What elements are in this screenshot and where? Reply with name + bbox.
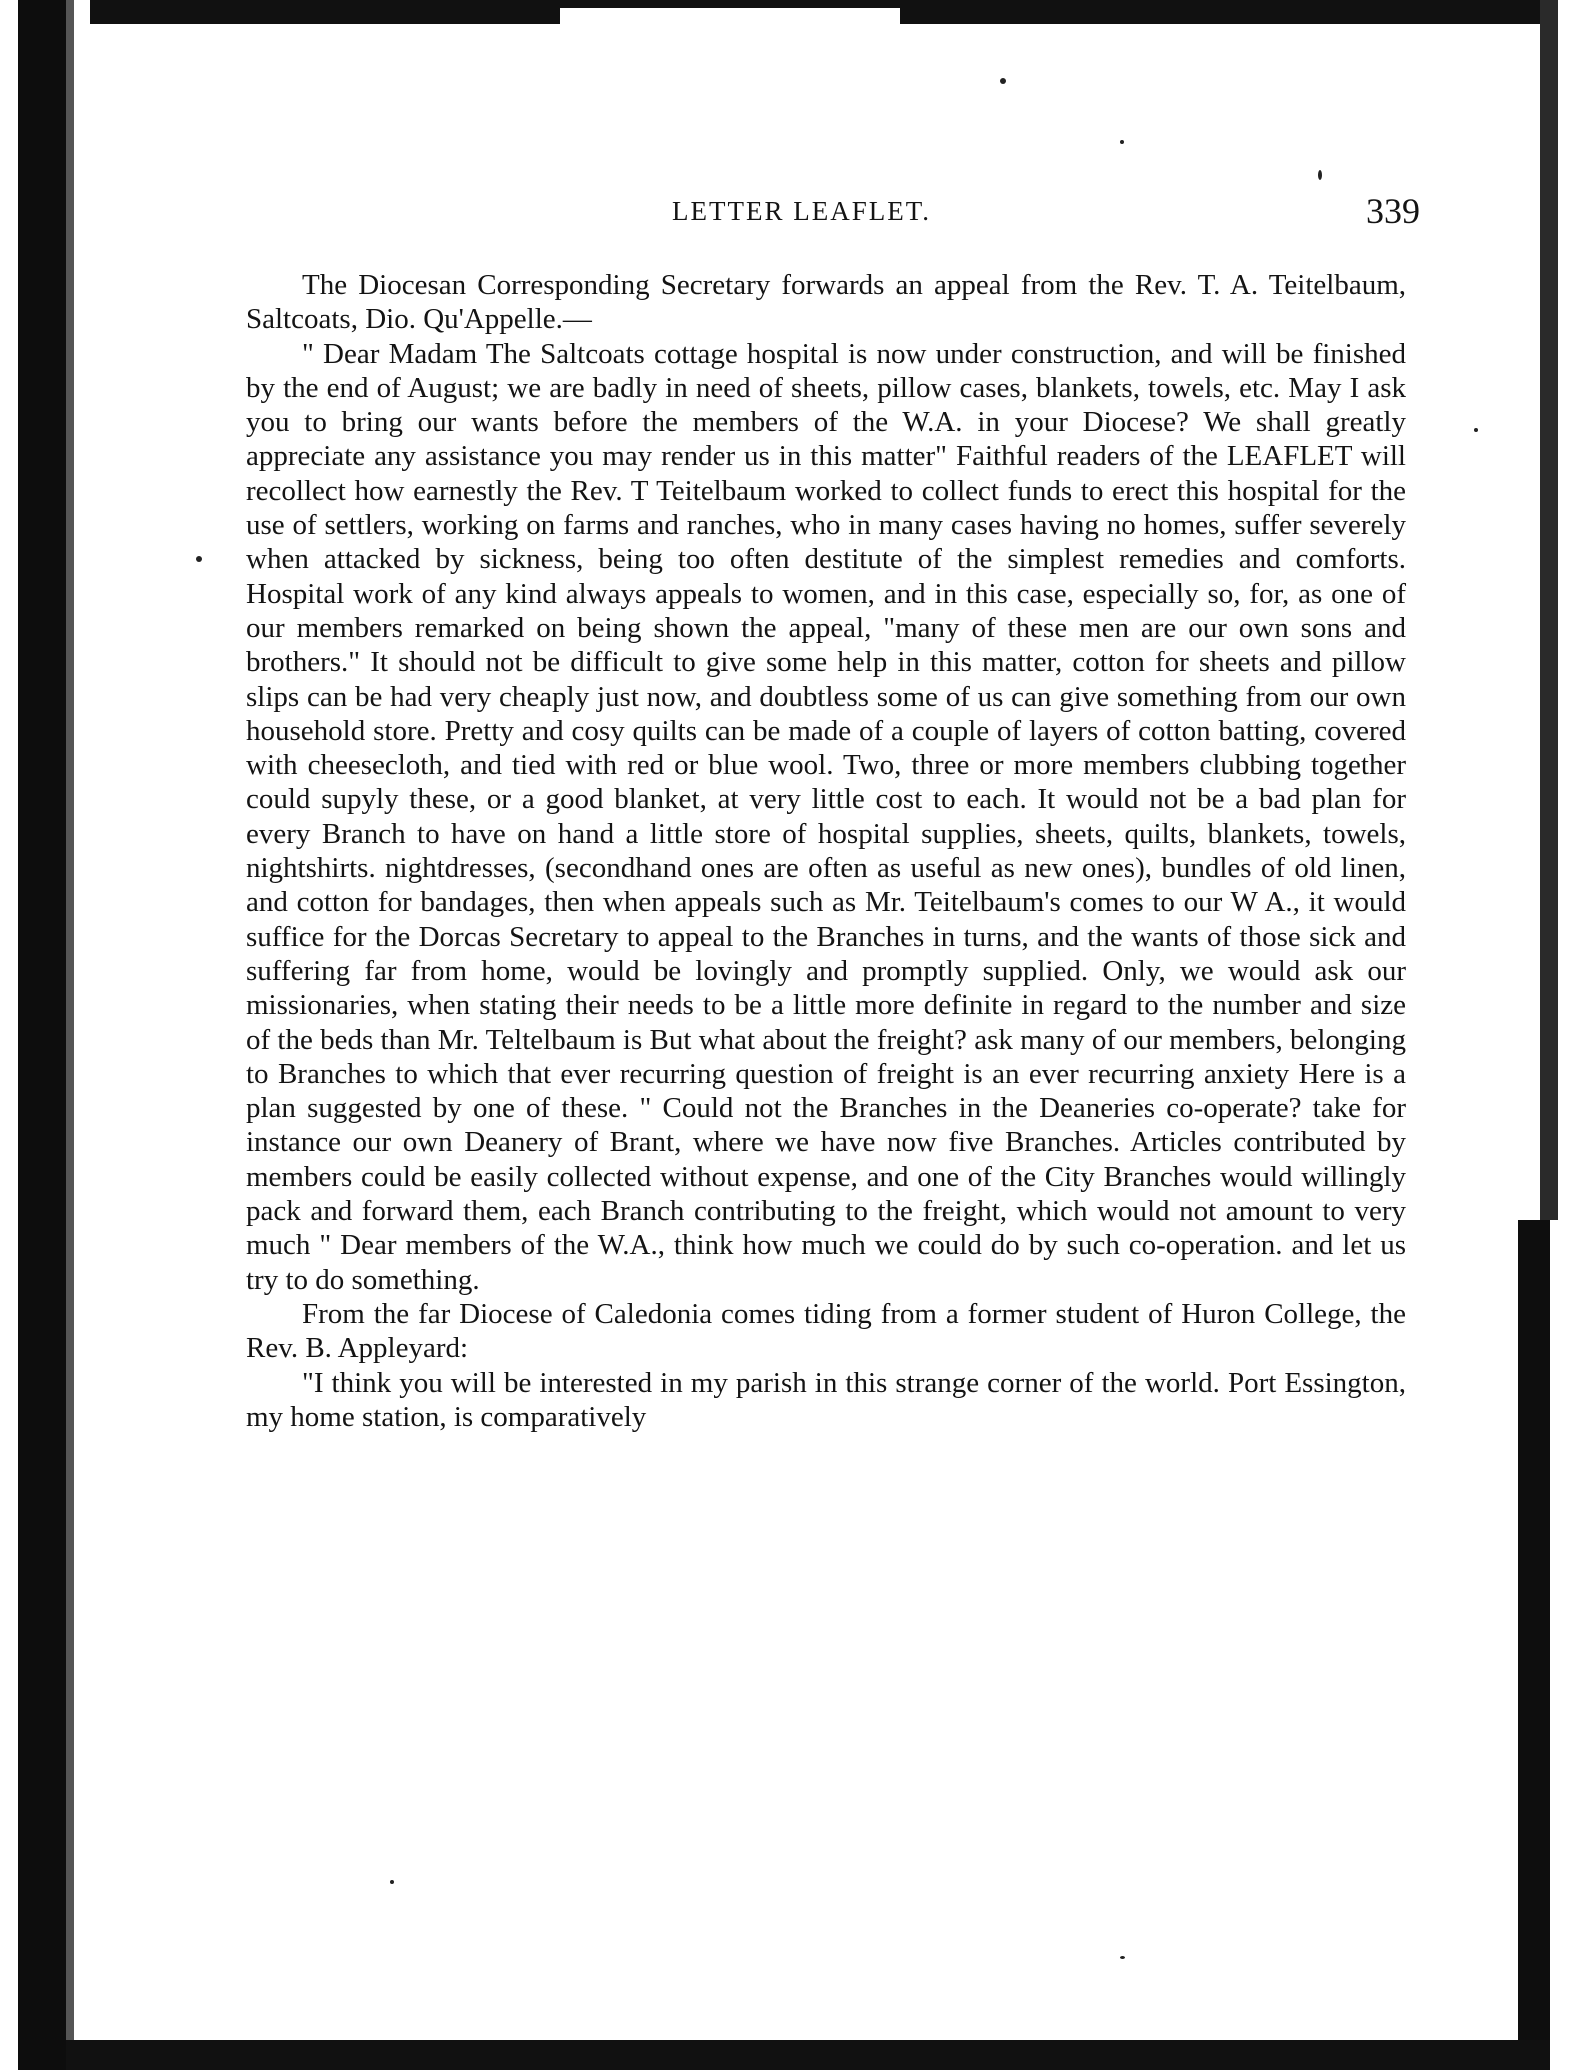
- scan-speck: [390, 1880, 394, 1884]
- scan-border-left-shadow: [66, 0, 74, 2070]
- page-number: 339: [1366, 191, 1420, 231]
- scan-border-left: [18, 0, 66, 2070]
- scan-speck: [196, 556, 202, 562]
- scan-border-right-upper: [1540, 0, 1558, 1220]
- scan-speck: [1000, 78, 1006, 84]
- scan-speck: [1120, 1956, 1125, 1959]
- page-header: [236, 190, 1420, 240]
- scan-border-bottom: [66, 2040, 1550, 2070]
- paragraph-appeal-letter: " Dear Madam The Saltcoats cottage hospital is now under construction, and will be finished by the end of August; we are badly in need of sheets, pillow cases, blankets, towels, etc. May I ask you to bring our wants before the members of the W.A. in your Diocese? We shall greatly appreciate any assistance you may render us in this matter" Faithful readers of the LEAFLET will recollect how earnestly the Rev. T Teitelbaum worked to collect funds to erect this hospital for the use of settlers, working on farms and ranches, who in many cases having no homes, suffer severely when attacked by sickness, being too often destitute of the simplest remedies and comforts. Hospital work of any kind always appeals to women, and in this case, especially so, for, as one of our members remarked on being shown the appeal, "many of these men are our own sons and brothers." It should not be difficult to give some help in this matter, cotton for sheets and pillow slips can be had very cheaply just now, and doubtless some of us can give something from our own household store. Pretty and cosy quilts can be made of a couple of layers of cotton batting, covered with cheesecloth, and tied with red or blue wool. Two, three or more members clubbing together could supyly these, or a good blanket, at very little cost to each. It would not be a bad plan for every Branch to have on hand a little store of hospital supplies, sheets, quilts, blankets, towels, nightshirts. nightdresses, (secondhand ones are often as useful as new ones), bundles of old linen, and cotton for bandages, then when appeals such as Mr. Teitelbaum's comes to our W A., it would suffice for the Dorcas Secretary to appeal to the Branches in turns, and the wants of those sick and suffering far from home, would be lovingly and promptly supplied. Only, we would ask our missionaries, when stating their needs to be a little more definite in regard to the number and size of the beds than Mr. Teltelbaum is But what about the freight? ask many of our members, belonging to Branches to which that ever recurring question of freight is an ever recurring anxiety Here is a plan suggested by one of these. " Could not the Branches in the Deaneries co-operate? take for instance our own Deanery of Brant, where we have now five Branches. Articles contributed by members could be easily collected without expense, and one of the City Branches would willingly pack and forward them, each Branch contributing to the freight, which would not amount to very much " Dear members of the W.A., think how much we could do by such co-operation. and let us try to do something.: [246, 337, 1406, 1296]
- running-head: LETTER LEAFLET.: [672, 196, 931, 226]
- scan-speck: [1120, 140, 1124, 144]
- scan-speck: [1474, 428, 1478, 432]
- scan-border-right: [1518, 1220, 1550, 2070]
- paragraph-caledonia: From the far Diocese of Caledonia comes tiding from a former student of Huron College, the Rev. B. Appleyard:: [246, 1297, 1406, 1365]
- body-text: [246, 268, 1406, 1434]
- scan-border-gap: [560, 8, 900, 26]
- scan-speck: [1318, 170, 1322, 180]
- paragraph-intro: The Diocesan Corresponding Secretary forwards an appeal from the Rev. T. A. Teitelbaum, Saltcoats, Dio. Qu'Appelle.—: [246, 269, 1406, 336]
- paragraph-appleyard-letter: "I think you will be interested in my parish in this strange corner of the world. Port Essington, my home station, is comparatively: [246, 1366, 1406, 1433]
